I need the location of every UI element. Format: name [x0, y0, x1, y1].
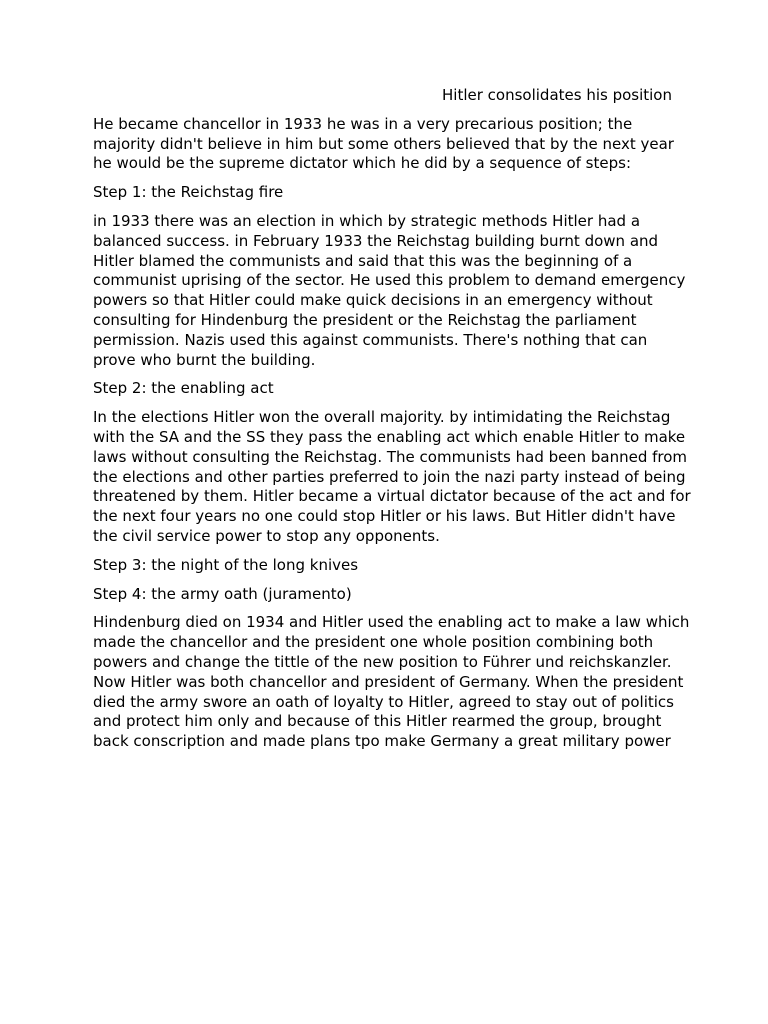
document-title-text: Hitler consolidates his position: [442, 86, 672, 104]
step-4-heading: Step 4: the army oath (juramento): [93, 584, 352, 603]
step-4-paragraph: Hindenburg died on 1934 and Hitler used the enabling act to make a law which made the chancellor and the president one whole position combining both powers and change the tittle of the new position to Führer und reichskanzler. Now Hitler was both chancellor and president of Germany. When the president died the army swore an oath of loyalty to Hitler, agreed to stay out of politics and protect him only and because of this Hitler rearmed the group, brought back conscription and made plans tpo make Germany a great military power: [93, 613, 690, 751]
step-2-paragraph: In the elections Hitler won the overall majority. by intimidating the Reichstag with the SA and the SS they pass the enabling act which enable Hitler to make laws without consulting the Reichstag. The communists had been banned from the elections and other parties preferred to join the nazi party instead of being threatened by them. Hitler became a virtual dictator because of the act and for the next four years no one could stop Hitler or his laws. But Hitler didn't have the civil service power to stop any opponents.: [93, 408, 691, 545]
intro-paragraph: He became chancellor in 1933 he was in a very precarious position; the majority didn't believe in him but some others believed that by the next year he would be the supreme dictator which he did by a sequence of steps:: [93, 114, 674, 173]
document-page: [93, 86, 693, 761]
step-1-paragraph: in 1933 there was an election in which by strategic methods Hitler had a balanced success. in February 1933 the Reichstag building burnt down and Hitler blamed the communists and said that this was the beginning of a communist uprising of the sector. He used this problem to demand emergency powers so that Hitler could make quick decisions in an emergency without consulting for Hindenburg the president or the Reichstag the parliament permission. Nazis used this against communists. There's nothing that can prove who burnt the building.: [93, 211, 686, 369]
step-2-heading: Step 2: the enabling act: [93, 379, 274, 398]
document-title: [93, 86, 693, 106]
step-3-heading: Step 3: the night of the long knives: [93, 555, 359, 574]
step-1-heading: Step 1: the Reichstag fire: [93, 183, 284, 202]
